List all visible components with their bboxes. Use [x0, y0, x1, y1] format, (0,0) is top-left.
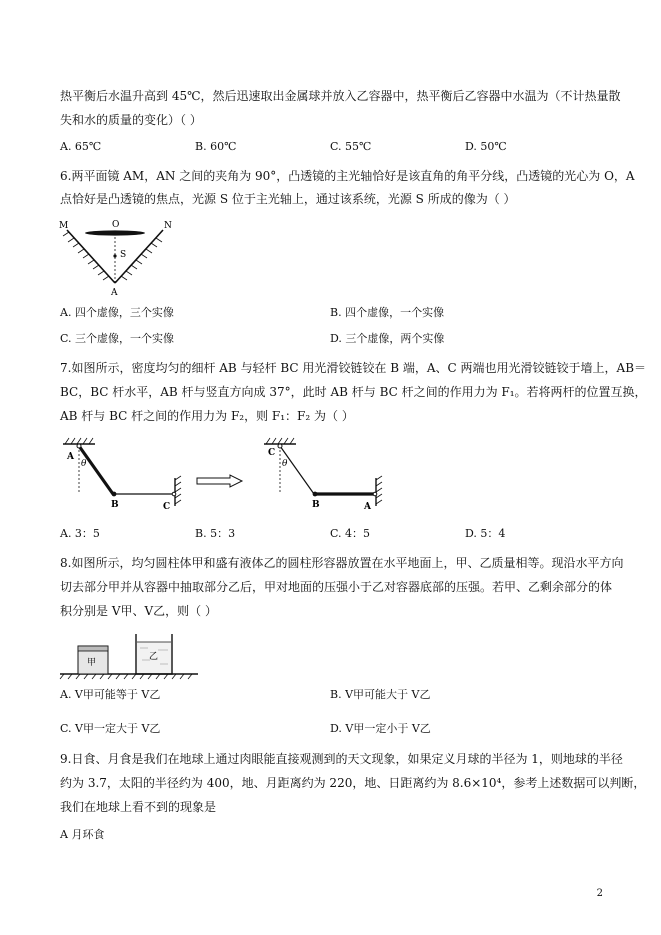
page-number: 2 [596, 888, 603, 899]
q7-option-a: A. 3：5 [60, 527, 100, 540]
q7-option-b: B. 5：3 [195, 527, 236, 540]
q7-option-c: C. 4：5 [330, 527, 371, 540]
q7-left-label-theta: θ [81, 459, 87, 469]
q6-mirror-lens-figure [55, 215, 185, 300]
q6-text-line1: 6.两平面镜 AM，AN 之间的夹角为 90°，凸透镜的主光轴恰好是该直角的角平分线，凸透镜的光心为 O，A [60, 169, 635, 183]
q8-label-yi: 乙 [149, 652, 159, 662]
q9-text-line3: 我们在地球上看不到的现象是 [60, 800, 217, 814]
q5-option-c: C. 55℃ [330, 140, 372, 153]
q6-option-c: C. 三个虚像，一个实像 [60, 332, 175, 345]
q8-option-c: C. V甲一定大于 V乙 [60, 722, 161, 735]
q7-text-line2: BC，BC 杆水平，AB 杆与竖直方向成 37°，此时 AB 杆与 BC 杆之间的作用力为 F₁。若将两杆的位置互换， [60, 385, 647, 399]
q7-figure-left [55, 434, 190, 514]
q5-text-line2: 失和水的质量的变化）（ ） [60, 113, 202, 127]
q9-text-line2: 约为 3.7，太阳的半径约为 400，地、月距离约为 220，地、日距离约为 8.6×10⁴，参考上述数据可以判断， [60, 776, 646, 790]
q8-label-jia: 甲 [87, 658, 97, 668]
q6-label-a: A [111, 288, 118, 298]
q6-option-b: B. 四个虚像，一个实像 [330, 306, 445, 319]
q8-cylinders-figure [58, 628, 203, 680]
q7-text-line3: AB 杆与 BC 杆之间的作用力为 F₂，则 F₁：F₂ 为（ ） [60, 409, 354, 423]
q7-left-label-a: A [67, 452, 74, 462]
q7-text-line1: 7.如图所示，密度均匀的细杆 AB 与轻杆 BC 用光滑铰链铰在 B 端，A、C 两端也用光滑铰链铰于墙上，AB＝ [60, 361, 647, 375]
q7-right-label-a: A [364, 502, 371, 512]
q6-label-n: N [164, 221, 172, 231]
q6-label-o: O [112, 220, 120, 230]
q6-text-line2: 点恰好是凸透镜的焦点，光源 S 位于主光轴上，通过该系统，光源 S 所成的像为（ ） [60, 192, 516, 206]
q7-left-label-c: C [163, 502, 171, 512]
q6-option-d: D. 三个虚像，两个实像 [330, 332, 445, 345]
q8-text-line3: 积分别是 V甲、V乙，则（ ） [60, 604, 217, 618]
q8-option-d: D. V甲一定小于 V乙 [330, 722, 431, 735]
q7-option-d: D. 5：4 [465, 527, 506, 540]
q7-right-label-theta: θ [282, 459, 288, 469]
q8-option-b: B. V甲可能大于 V乙 [330, 688, 431, 701]
q5-text-line1: 热平衡后水温升高到 45℃，然后迅速取出金属球并放入乙容器中，热平衡后乙容器中水温为（不计热量散 [60, 89, 621, 103]
q6-option-a: A. 四个虚像，三个实像 [60, 306, 174, 319]
q7-figure-right [256, 434, 391, 514]
q8-text-line2: 切去部分甲并从容器中抽取部分乙后，甲对地面的压强小于乙对容器底部的压强。若甲、乙剩余部分的体 [60, 580, 613, 594]
q6-label-m: M [59, 221, 69, 231]
q9-text-line1: 9.日食、月食是我们在地球上通过肉眼能直接观测到的天文现象，如果定义月球的半径为 1，则地球的半径 [60, 752, 623, 766]
q6-label-s: S [120, 250, 127, 260]
q7-left-label-b: B [111, 500, 119, 510]
q5-option-b: B. 60℃ [195, 140, 237, 153]
q5-option-d: D. 50℃ [465, 140, 507, 153]
q8-option-a: A. V甲可能等于 V乙 [60, 688, 161, 701]
q7-transform-arrow-icon [196, 474, 244, 488]
q7-right-label-b: B [312, 500, 320, 510]
q9-option-a: A 月环食 [60, 828, 105, 841]
q8-text-line1: 8.如图所示，均匀圆柱体甲和盛有液体乙的圆柱形容器放置在水平地面上，甲、乙质量相等。现沿水平方向 [60, 556, 624, 570]
q7-right-label-c: C [268, 448, 276, 458]
q5-option-a: A. 65℃ [60, 140, 102, 153]
